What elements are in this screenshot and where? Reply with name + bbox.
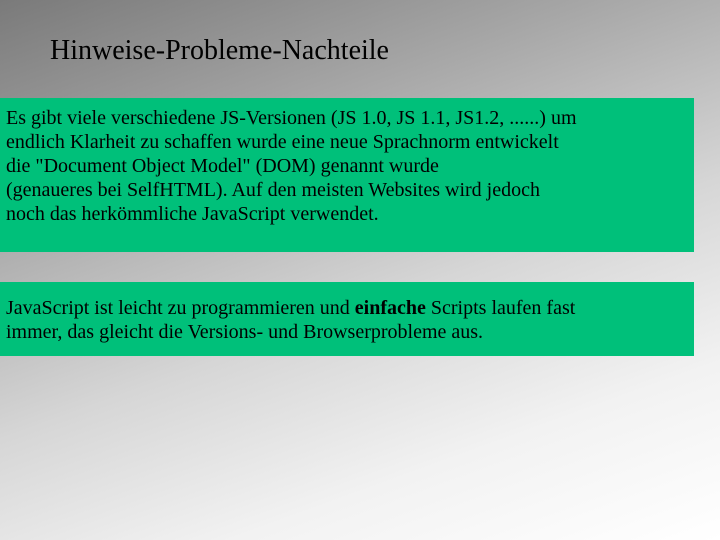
text-line xyxy=(6,296,688,320)
text-box-easy-scripts xyxy=(0,282,694,356)
bold-word: einfache xyxy=(354,297,426,319)
text-box-dom-info xyxy=(0,98,694,252)
text-segment: Scripts laufen fast xyxy=(425,297,576,319)
text-line: (genaueres bei SelfHTML). Auf den meisten Websites wird jedoch xyxy=(6,179,540,201)
text-line: noch das herkömmliche JavaScript verwendet. xyxy=(6,203,379,225)
slide-title: Hinweise-Probleme-Nachteile xyxy=(50,35,389,66)
text-line: endlich Klarheit zu schaffen wurde eine neue Sprachnorm entwickelt xyxy=(6,131,559,153)
text-segment: JavaScript ist leicht zu programmieren und xyxy=(6,297,355,319)
text-line: die "Document Object Model" (DOM) genannt wurde xyxy=(6,155,439,177)
text-line: Es gibt viele verschiedene JS-Versionen (JS 1.0, JS 1.1, JS1.2, ......) um xyxy=(6,107,577,129)
text-line: immer, das gleicht die Versions- und Browserprobleme aus. xyxy=(6,321,484,343)
